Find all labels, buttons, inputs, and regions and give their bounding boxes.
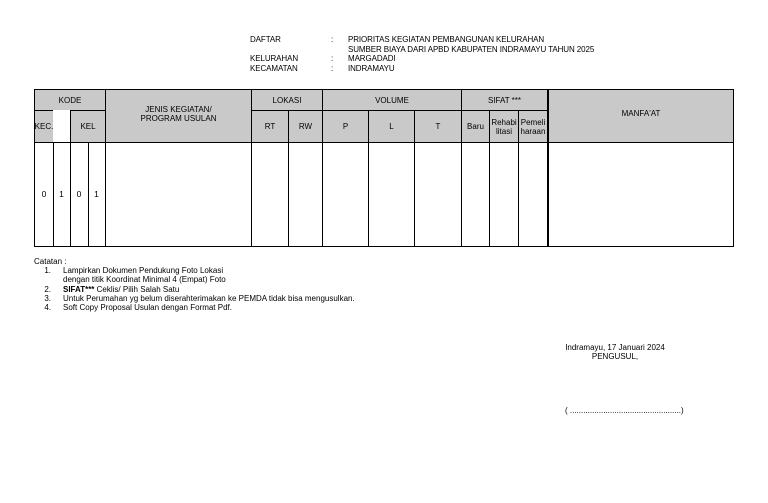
- jenis-label-line2: PROGRAM USULAN: [140, 114, 217, 123]
- notes-title: Catatan :: [34, 257, 67, 266]
- document-header: [250, 35, 594, 73]
- col-kel-header: KEL: [70, 110, 105, 142]
- col-jenis-header: [105, 90, 251, 142]
- header-key: KECAMATAN: [250, 63, 298, 73]
- note-item: [34, 294, 355, 303]
- rehab-label-line1: Rehabi: [491, 117, 517, 127]
- col-sifat-header: SIFAT ***: [461, 90, 547, 110]
- code-digit: 1: [94, 188, 99, 199]
- divider: [322, 142, 323, 246]
- signature-block: [560, 343, 670, 361]
- note-text: Lampirkan Dokumen Pendukung Foto Lokasi: [63, 266, 224, 276]
- notes-section: [34, 257, 355, 312]
- note-bold: SIFAT***: [63, 284, 95, 294]
- header-value: MARGADADI: [348, 54, 396, 63]
- pemeli-label-line1: Pemeli: [520, 117, 546, 127]
- col-manfaat-header: MANFA'AT: [547, 90, 733, 142]
- code-digit: 0: [41, 188, 47, 199]
- col-kec-header: KEC.: [35, 110, 53, 142]
- col-rw-header: RW: [288, 110, 322, 142]
- usulan-table: [34, 89, 734, 247]
- code-digit: 0: [76, 188, 82, 199]
- note-subtext: dengan titik Koordinat Minimal 4 (Empat) Foto: [63, 275, 226, 285]
- divider: [368, 142, 369, 246]
- note-text: Untuk Perumahan yg belum diserahterimakan ke PEMDA tidak bisa mengusulkan.: [63, 293, 355, 303]
- col-t-header: T: [414, 110, 461, 142]
- col-volume-header: VOLUME: [322, 90, 461, 110]
- col-lokasi-header: LOKASI: [251, 90, 322, 110]
- signature-line: ( ..................................................): [565, 406, 684, 415]
- header-row-kelurahan: [250, 54, 594, 64]
- divider: [105, 142, 106, 246]
- divider: [288, 142, 289, 246]
- note-item: [34, 285, 355, 294]
- divider: [547, 142, 549, 246]
- header-row-daftar: [250, 35, 594, 45]
- header-colon: :: [331, 54, 334, 63]
- col-baru-header: Baru: [461, 110, 489, 142]
- note-item: [34, 266, 355, 275]
- note-number: 3.: [44, 293, 51, 303]
- rehab-label-line2: litasi: [495, 126, 512, 136]
- note-number: 2.: [44, 284, 51, 294]
- header-colon: :: [331, 35, 334, 44]
- header-key: KELURAHAN: [250, 54, 299, 63]
- header-value: PRIORITAS KEGIATAN PEMBANGUNAN KELURAHAN: [348, 35, 545, 44]
- divider: [251, 142, 252, 246]
- col-l-header: L: [368, 110, 414, 142]
- jenis-label-line1: JENIS KEGIATAN/: [145, 105, 212, 114]
- header-value: INDRAMAYU: [348, 63, 395, 73]
- divider: [414, 142, 415, 246]
- divider: [489, 142, 490, 246]
- col-kode-header: KODE: [35, 90, 105, 110]
- col-p-header: P: [322, 110, 368, 142]
- header-row-sumber: [250, 45, 594, 55]
- divider: [461, 142, 462, 246]
- note-text: Soft Copy Proposal Usulan dengan Format Pdf.: [63, 303, 232, 313]
- pemeli-label-line2: haraan: [520, 126, 546, 136]
- signature-place-date: Indramayu, 17 Januari 2024: [565, 343, 665, 352]
- col-rt-header: RT: [251, 110, 288, 142]
- col-rehab-header: [489, 110, 518, 142]
- note-number: 4.: [44, 303, 51, 313]
- header-colon: :: [331, 63, 334, 73]
- note-number: 1.: [44, 266, 51, 276]
- header-row-kecamatan: [250, 64, 594, 74]
- header-key: [250, 45, 331, 55]
- signature-role: PENGUSUL,: [591, 352, 639, 361]
- header-bottom-line: [35, 142, 733, 143]
- header-colon: [331, 45, 348, 55]
- col-pemeli-header: [518, 110, 547, 142]
- header-value: SUMBER BIAYA DARI APBD KABUPATEN INDRAMAYU TAHUN 2025: [348, 44, 595, 54]
- header-key: DAFTAR: [250, 35, 281, 44]
- note-item: [34, 303, 355, 312]
- note-text: Ceklis/ Pilih Salah Satu: [94, 284, 180, 294]
- code-digit: 1: [59, 188, 64, 199]
- divider: [518, 142, 519, 246]
